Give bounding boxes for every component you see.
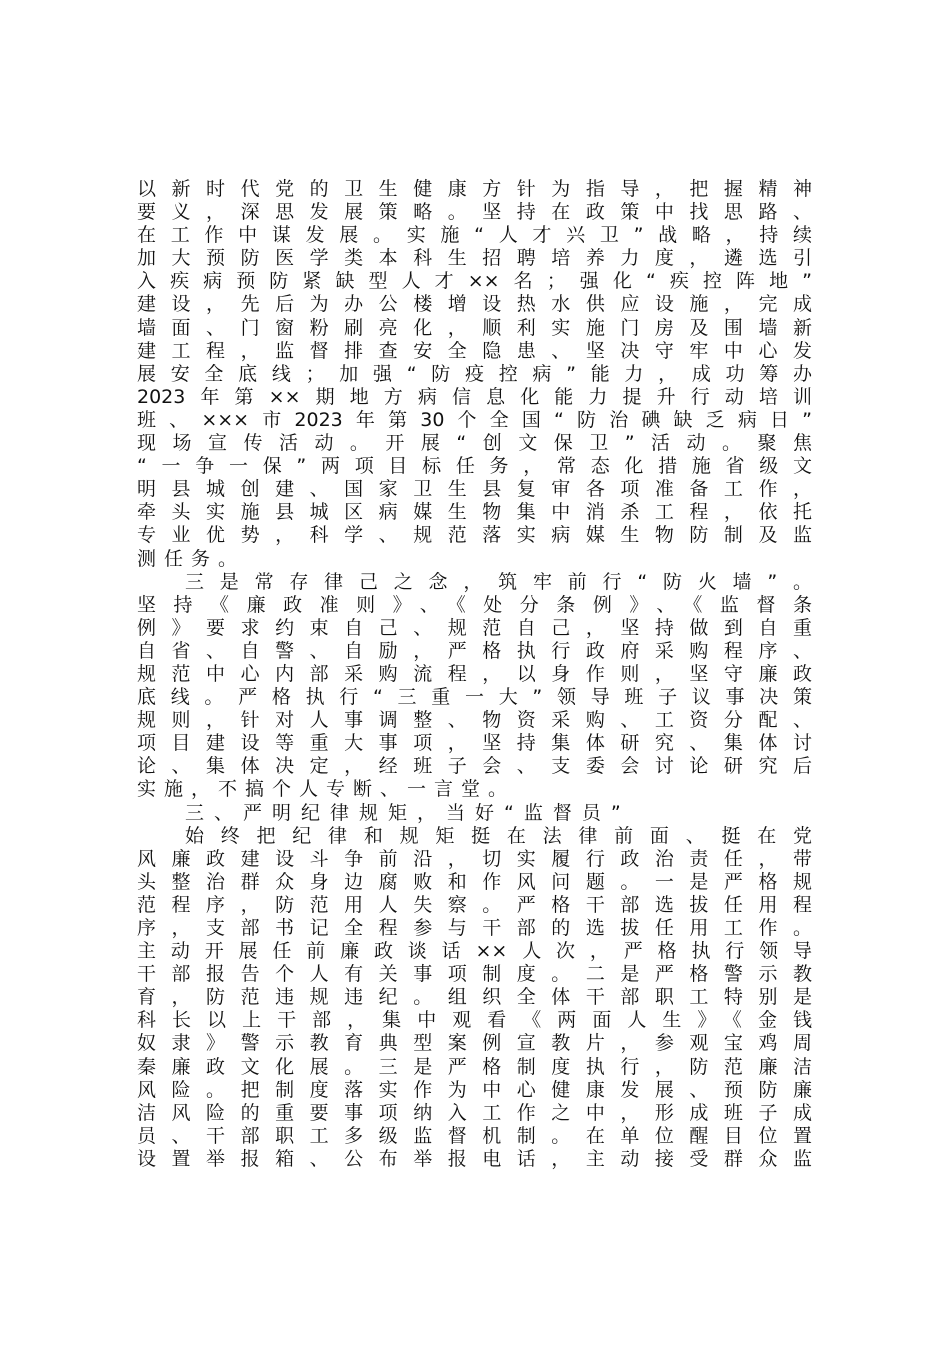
text-line: 底线。严格执行“三重一大”领导班子议事决策 [137, 686, 812, 709]
text-line: 2023年第××期地方病信息化能力提升行动培训 [137, 385, 812, 408]
text-line: 规则，针对人事调整、物资采购、工资分配、 [137, 709, 812, 732]
text-line: 展安全底线；加强“防疫控病”能力，成功筹办 [137, 362, 812, 385]
text-line: 洁风险的重要事项纳入工作之中，形成班子成 [137, 1101, 812, 1124]
text-line: 规范中心内部采购流程，以身作则，坚守廉政 [137, 662, 812, 685]
text-line: 风廉政建设斗争前沿，切实履行政治责任，带 [137, 847, 812, 870]
text-line: 以新时代党的卫生健康方针为指导，把握精神 [137, 178, 812, 200]
text-line: 序，支部书记全程参与干部的选拔任用工作。 [137, 917, 812, 939]
text-line: 要义，深思发展策略。坚持在政策中找思路、 [137, 201, 812, 224]
text-line: 坚持《廉政准则》、《处分条例》、《监督条 [137, 593, 812, 616]
text-line: 自省、自警、自励，严格执行政府采购程序、 [137, 639, 812, 662]
text-line: 加大预防医学类本科生招聘培养力度，遴选引 [137, 247, 812, 270]
text-line: 现场宣传活动。开展“创文保卫”活动。聚焦 [137, 432, 812, 455]
text-line: 主动开展任前廉政谈话××人次，严格执行领导 [137, 940, 812, 963]
text-line: 入疾病预防紧缺型人才××名；强化“疾控阵地” [137, 270, 812, 293]
text-line: 实施，不搞个人专断、一言堂。 [137, 778, 516, 801]
text-line: 设置举报箱、公布举报电话，主动接受群众监 [137, 1147, 812, 1170]
text-line: 建工程，监督排查安全隐患、坚决守牢中心发 [137, 339, 812, 362]
text-line: 明县城创建、国家卫生县复审各项准备工作， [137, 478, 812, 501]
text-line: 头整治群众身边腐败和作风问题。一是严格规 [137, 870, 812, 893]
paragraph-start-line: 始终把纪律和规矩挺在法律前面、挺在党 [185, 824, 812, 847]
text-line: 育，防范违规违纪。组织全体干部职工特别是 [137, 986, 812, 1009]
body-text [137, 178, 812, 1171]
text-line: 墙面、门窗粉刷亮化，顺利实施门房及围墙新 [137, 316, 812, 339]
text-line: 干部报告个人有关事项制度。二是严格警示教 [137, 963, 812, 986]
text-line: 测任务。 [137, 547, 246, 570]
text-line: 奴隶》警示教育典型案例宣教片，参观宝鸡周 [137, 1032, 812, 1055]
text-line: 例》要求约束自己、规范自己，坚持做到自重 [137, 616, 812, 639]
text-line: 班、×××市2023年第30个全国“防治碘缺乏病日” [137, 408, 812, 431]
text-line: 秦廉政文化展。三是严格制度执行，防范廉洁 [137, 1055, 812, 1078]
text-line: 牵头实施县城区病媒生物集中消杀工程，依托 [137, 501, 812, 524]
text-line: 风险。把制度落实作为中心健康发展、预防廉 [137, 1078, 812, 1101]
text-line: 论、集体决定，经班子会、支委会讨论研究后 [137, 755, 812, 778]
text-line: 专业优势，科学、规范落实病媒生物防制及监 [137, 524, 812, 547]
section-heading: 三、严明纪律规矩，当好“监督员” [185, 801, 631, 824]
text-line: 范程序，防范用人失察。严格干部选拔任用程 [137, 893, 812, 916]
text-line: 在工作中谋发展。实施“人才兴卫”战略，持续 [137, 224, 812, 247]
text-line: 建设，先后为办公楼增设热水供应设施，完成 [137, 293, 812, 316]
text-line: 员、干部职工多级监督机制。在单位醒目位置 [137, 1124, 812, 1147]
text-line: “一争一保”两项目标任务，常态化措施省级文 [137, 455, 812, 478]
text-line: 科长以上干部，集中观看《两面人生》《金钱 [137, 1009, 812, 1032]
text-line: 项目建设等重大事项，坚持集体研究、集体讨 [137, 732, 812, 755]
paragraph-start-line: 三是常存律己之念，筑牢前行“防火墙”。 [185, 570, 812, 593]
